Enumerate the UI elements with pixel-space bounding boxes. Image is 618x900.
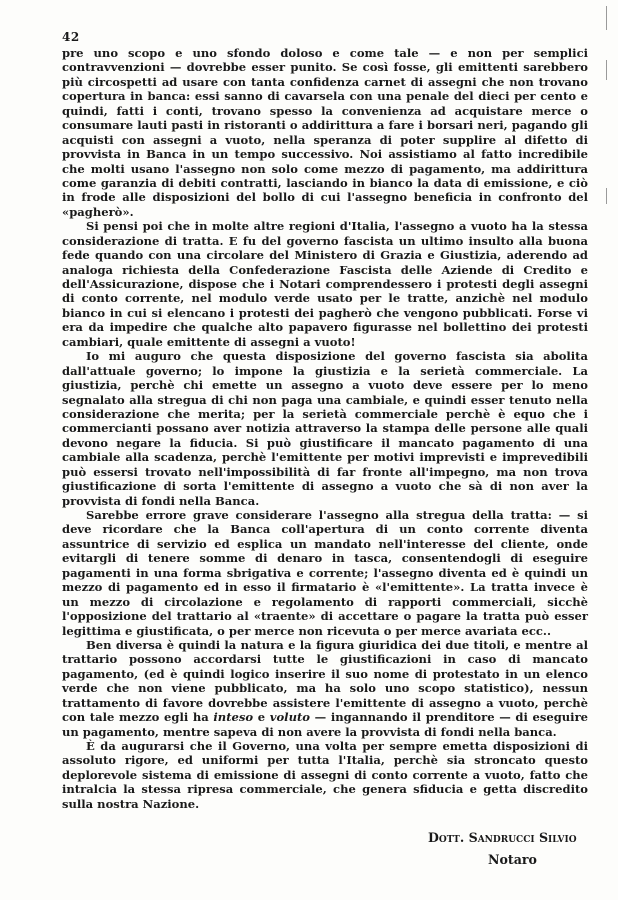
paragraph [62, 349, 588, 508]
paragraph [62, 739, 588, 811]
paragraph [62, 508, 588, 638]
paragraph-text: Si pensi poi che in molte altre regioni d'Italia, l'assegno a vuoto ha la stessa considerazione di tratta. E fu del governo fascista un ultimo insulto alla buona fede quando con una circolare del Ministero di Grazia e Giustizia, aderendo ad analoga richiesta della Confederazione Fascista delle Aziende di Credito e dell'Assicurazione, dispose che i Notari comprendessero i protesti degli assegni di conto corrente, nel modulo verde usato per le tratte, anzichè nel modulo bianco in cui si elencano i protesti dei pagherò che vengono pubblicati. Forse vi era da impedire che qualche alto papavero figurasse nel bollettino dei protesti cambiari, quale emittente di assegni a vuoto! [62, 219, 588, 349]
italic-term: inteso [213, 710, 254, 725]
paragraph-text: — ingannando il prenditore — di eseguire un pagamento, mentre sapeva di non avere la provvista di fondi nella banca. [62, 710, 589, 739]
article-body [62, 46, 588, 811]
signature-title: Notaro [488, 852, 537, 867]
paragraph [62, 638, 588, 739]
page-number: 42 [62, 30, 80, 44]
paragraph-text: pre uno scopo e uno sfondo doloso e come tale — e non per semplici contravvenzioni — dovrebbe esser punito. Se così fosse, gli emittenti sarebbero più circospetti ad usare con tanta confidenza carnet di assegni che non trovano copertura in banca: essi sanno di cavarsela con una penale del dieci per cento e quindi, fatti i conti, trovano spesso la convenienza ad acquistare merce o consumare lauti pasti in ristoranti o addirittura a fare i borsari neri, pagando gli acquisti con assegni a vuoto, nella speranza di poter supplire al difetto di provvista in Banca in un tempo successivo. Noi assistiamo al fatto incredibile che molti usano l'assegno non solo come mezzo di pagamento, ma addirittura come garanzia di debiti contratti, lasciando in bianco la data di emissione, e ciò in frode alle disposizioni del bollo di cui l'assegno beneficia in confronto del «pagherò». [62, 46, 588, 219]
paragraph-text: e [253, 710, 270, 725]
paragraph-text: Ben diversa è quindi la natura e la figura giuridica dei due titoli, e mentre al trattario possono accordarsi tutte le giustificazioni in caso di mancato pagamento, (ed è quindi logico inserire il suo nome di protestato in un elenco verde che non viene pubblicato, ma ha solo uno scopo statistico), nessun trattamento di favore dovrebbe assistere l'emittente di assegno a vuoto, perchè con tale mezzo egli ha [62, 637, 588, 725]
paragraph-text: Sarebbe errore grave considerare l'assegno alla stregua della tratta: — si deve ricordare che la Banca coll'apertura di un conto corrente diventa assuntrice di servizio ed esplica un mandato nell'interesse del cliente, onde evitargli di tenere somme di denaro in tasca, consentendogli di eseguire pagamenti in una forma sbrigativa e corrente; l'assegno diventa ed è quindi un mezzo di pagamento ed in esso il firmatario è «l'emittente». La tratta invece è un mezzo di circolazione e regolamento di rapporti commerciali, sicchè l'opposizione del trattario al «traente» di accettare o pagare la tratta può esser legittima e giustificata, o per merce non ricevuta o per merce avariata ecc.. [62, 508, 588, 638]
scan-edge-mark [606, 6, 607, 30]
paragraph-text: È da augurarsi che il Governo, una volta per sempre emetta disposizioni di assoluto rigore, ed uniformi per tutta l'Italia, perchè sia stroncato questo deplorevole sistema di emissione di assegni di conto corrente a vuoto, fatto che intralcia la stessa ripresa commerciale, che genera sfiducia e getta discredito sulla nostra Nazione. [62, 739, 588, 811]
paragraph [62, 219, 588, 349]
paragraph-text: Io mi auguro che questa disposizione del governo fascista sia abolita dall'attuale governo; lo impone la giustizia e la serietà commerciale. La giustizia, perchè chi emette un assegno a vuoto deve essere per lo meno segnalato alla stregua di chi non paga una cambiale, e quindi esser tenuto nella considerazione che merita; per la serietà commerciale perchè è equo che i commercianti possano aver notizia attraverso la stampa delle persone alle quali devono negare la fiducia. Si può giustificare il mancato pagamento di una cambiale alla scadenza, perchè l'emittente per motivi imprevisti e imprevedibili può essersi trovato nell'impossibilità di far fronte all'impegno, ma non trova giustificazione di sorta l'emittente di assegno a vuoto che sà di non aver la provvista di fondi nella Banca. [62, 349, 588, 508]
scan-edge-mark [606, 188, 607, 204]
signature-block [428, 827, 577, 871]
paragraph [62, 46, 588, 219]
signature-name: Dott. Sandrucci Silvio [428, 830, 577, 845]
scan-edge-mark [606, 60, 607, 80]
italic-term: voluto [269, 710, 310, 725]
